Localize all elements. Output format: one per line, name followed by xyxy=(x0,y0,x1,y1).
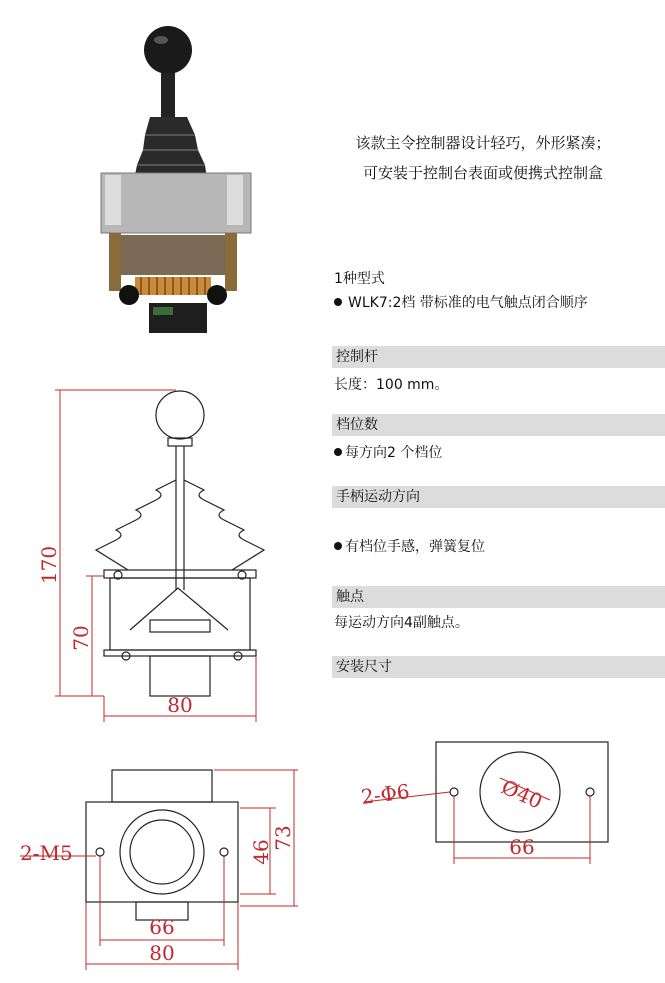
bottom-hole-label: 2-M5 xyxy=(20,841,73,865)
bottom-dim-73: 73 xyxy=(271,825,295,851)
model-item xyxy=(334,292,588,312)
section-contacts-text: 每运动方向4副触点。 xyxy=(334,615,469,631)
section-contacts-title: 触点 xyxy=(332,586,665,608)
intro-line-2: 可安装于控制台表面或便携式控制盒 xyxy=(362,164,603,182)
panel-dim-66: 66 xyxy=(509,835,535,859)
front-view-drawing xyxy=(0,370,320,730)
model-heading: 1种型式 xyxy=(334,271,385,287)
bullet-icon xyxy=(334,448,342,456)
model-item-text: WLK7:2档 带标准的电气触点闭合顺序 xyxy=(348,295,588,311)
section-lever-title: 控制杆 xyxy=(332,346,665,368)
panel-diameter-label: Ø40 xyxy=(497,774,546,814)
bottom-dim-46: 46 xyxy=(249,839,273,865)
bullet-icon xyxy=(334,298,342,306)
product-photo xyxy=(95,25,265,335)
front-width: 80 xyxy=(167,693,193,717)
section-positions-text: 每方向2 个档位 xyxy=(345,445,443,461)
bullet-icon xyxy=(334,542,342,550)
section-lever-text: 长度：100 mm。 xyxy=(334,377,449,393)
bottom-dim-80: 80 xyxy=(149,941,175,965)
section-direction-title: 手柄运动方向 xyxy=(332,486,665,508)
bottom-view-drawing xyxy=(0,760,320,983)
panel-hole-label: 2-Φ6 xyxy=(359,779,411,809)
section-positions-item xyxy=(334,442,442,462)
section-direction-item xyxy=(334,536,485,556)
panel-cutout-drawing xyxy=(350,730,650,880)
front-height-body: 70 xyxy=(69,625,93,651)
section-mounting-title: 安装尺寸 xyxy=(332,656,665,678)
section-positions-title: 档位数 xyxy=(332,414,665,436)
intro-line-1: 该款主令控制器设计轻巧，外形紧凑； xyxy=(355,134,611,152)
front-height-total: 170 xyxy=(37,545,61,585)
section-direction-text: 有档位手感，弹簧复位 xyxy=(345,539,485,555)
bottom-dim-66: 66 xyxy=(149,915,175,939)
